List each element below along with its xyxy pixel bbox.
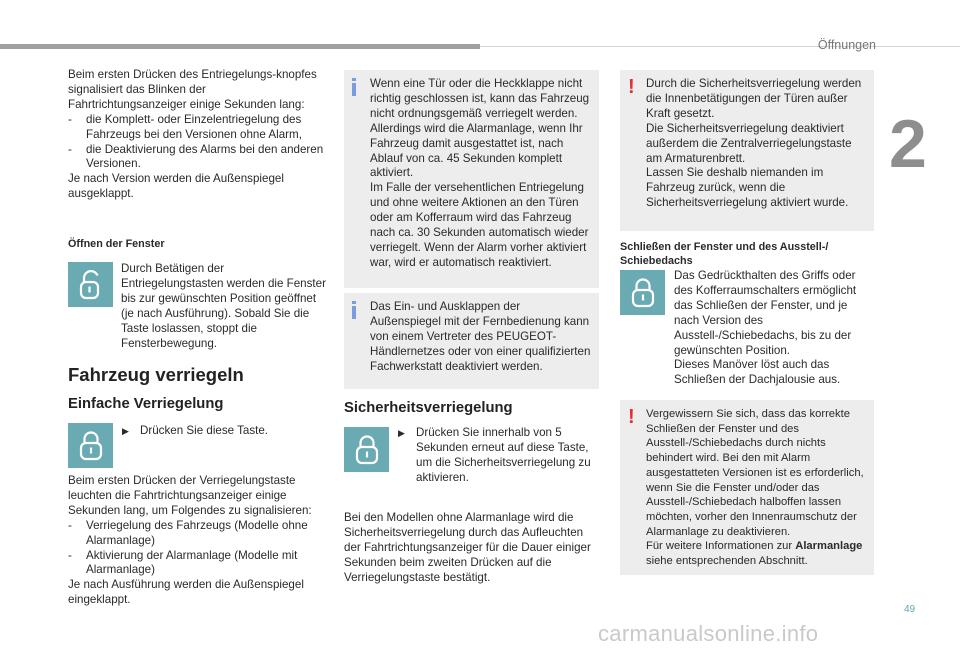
info-note-mirrors: Das Ein- und Ausklappen der Außenspiegel mit der Fernbedienung kann von einem Vertreter des PEUGEOT-Händlernetzes oder von einer qualifizierten Fachwerkstatt deaktiviert werden. [344, 293, 599, 389]
list-item: - die Deaktivierung des Alarms bei den anderen Versionen. [68, 142, 324, 171]
lock-result: Beim ersten Drücken der Verriegelungstaste leuchten die Fahrtrichtungsanzeiger einige Sekunden lang, um Folgendes zu signalisieren: - Verriegelung des Fahrzeugs (Modelle ohne Alarmanlage) - Aktivierung der Alarmanlage (Modelle mit Alarmanlage) Je nach Ausführung werden die Außenspiegel eingeklappt. [68, 474, 328, 608]
lock-title: Fahrzeug verriegeln [68, 364, 244, 385]
list-item: - Verriegelung des Fahrzeugs (Modelle ohne Alarmanlage) [68, 518, 308, 547]
close-heading: Schließen der Fenster und des Ausstell-/ Schiebedachs [620, 241, 829, 267]
lock-icon [620, 270, 665, 315]
warning-note-deadlock: ! Durch die Sicherheitsverriegelung werden die Innenbetätigungen der Türen außer Kraft gesetzt. Die Sicherheitsverriegelung deaktiviert außerdem die Zentralverriegelungstaste am Armaturenbrett. Lassen Sie deshalb niemanden im Fahrzeug zurück, wenn die Sicherheitsverriegelung aktiviert wurde. [620, 70, 874, 231]
simple-lock-step: ▶ Drücken Sie diese Taste. [122, 424, 269, 437]
deadlock-title: Sicherheitsverriegelung [344, 400, 513, 416]
page-number: 49 [904, 604, 916, 615]
step-bullet-icon: ▶ [398, 428, 405, 438]
unlock-icon [68, 262, 113, 307]
chapter-title: Öffnungen [817, 38, 876, 52]
simple-lock-title: Einfache Verriegelung [68, 396, 224, 412]
list-item: - die Komplett- oder Einzelentriegelung des Fahrzeugs bei den Versionen ohne Alarm, [68, 112, 302, 141]
list-item: - Aktivierung der Alarmanlage (Modelle mit Alarmanlage) [68, 548, 298, 577]
step-bullet-icon: ▶ [122, 426, 129, 436]
intro-text: Beim ersten Drücken des Entriegelungs-knopfes signalisiert das Blinken der Fahrtrichtungsanzeiger einige Sekunden lang: [68, 68, 317, 111]
deadlock-text: Bei den Modellen ohne Alarmanlage wird die Sicherheitsverriegelung durch das Aufleuchten der Fahrtrichtungsanzeiger für die Dauer einiger Sekunden beim zweiten Drücken auf die Verriegelungstaste bestätigt. [344, 511, 591, 584]
warning-note-closing: ! Vergewissern Sie sich, dass das korrekte Schließen der Fenster und des Ausstell-/Schiebedachs durch nichts behindert wird. Bei den mit Alarm ausgestatteten Versionen ist es erforderlich, wenn Sie die Fenster und/oder das Ausstell-/Schiebedach halboffen lassen möchten, vorher den Innenraumschutz der Alarmanlage zu deaktivieren. Für weitere Informationen zur Alarmanlage siehe entsprechenden Abschnitt. [620, 400, 874, 575]
warning-icon: ! [628, 406, 635, 428]
close-text: Das Gedrückthalten des Griffs oder des Kofferraumschalters ermöglicht das Schließen der Fenster, und je nach Version des Ausstell-/Schiebedachs, bis zu der gewünschten Position. Dieses Manöver löst auch das Schließen der Dachjalousie aus. [674, 269, 857, 387]
watermark: carmanualsonline.info [598, 621, 819, 646]
alarm-link-text: Alarmanlage [795, 540, 863, 553]
header-bar [0, 44, 480, 49]
unlock-intro [68, 68, 324, 202]
windows-text: Durch Betätigen der Entriegelungstasten werden die Fenster bis zur gewünschten Position geöffnet (je nach Ausführung). Sobald Sie die Taste loslassen, stoppt die Fensterbewegung. [121, 262, 326, 350]
warning-icon: ! [628, 76, 635, 98]
deadlock-step: ▶ Drücken Sie innerhalb von 5 Sekunden erneut auf diese Taste, um die Sicherheitsverriegelung zu aktivieren. [398, 426, 591, 484]
intro-outro: Je nach Version werden die Außenspiegel ausgeklappt. [68, 172, 284, 201]
windows-heading: Öffnen der Fenster [68, 238, 165, 250]
info-icon [352, 78, 356, 96]
header-rule [480, 46, 960, 47]
lock-icon [68, 423, 113, 468]
lock-icon [344, 427, 389, 472]
info-icon [352, 301, 356, 319]
chapter-number: 2 [889, 106, 927, 182]
info-note-lock: Wenn eine Tür oder die Heckklappe nicht richtig geschlossen ist, kann das Fahrzeug nicht ordnungsgemäß verriegelt werden. Allerdings wird die Alarmanlage, wenn Ihr Fahrzeug damit ausgestattet ist, nach Ablauf von ca. 45 Sekunden komplett aktiviert. Im Falle der versehentlichen Entriegelung und ohne weitere Aktionen an den Türen oder am Kofferraum wird das Fahrzeug nach ca. 30 Sekunden automatisch wieder verriegelt. Wenn der Alarm vorher aktiviert war, wird er automatisch reaktiviert. [344, 70, 599, 288]
